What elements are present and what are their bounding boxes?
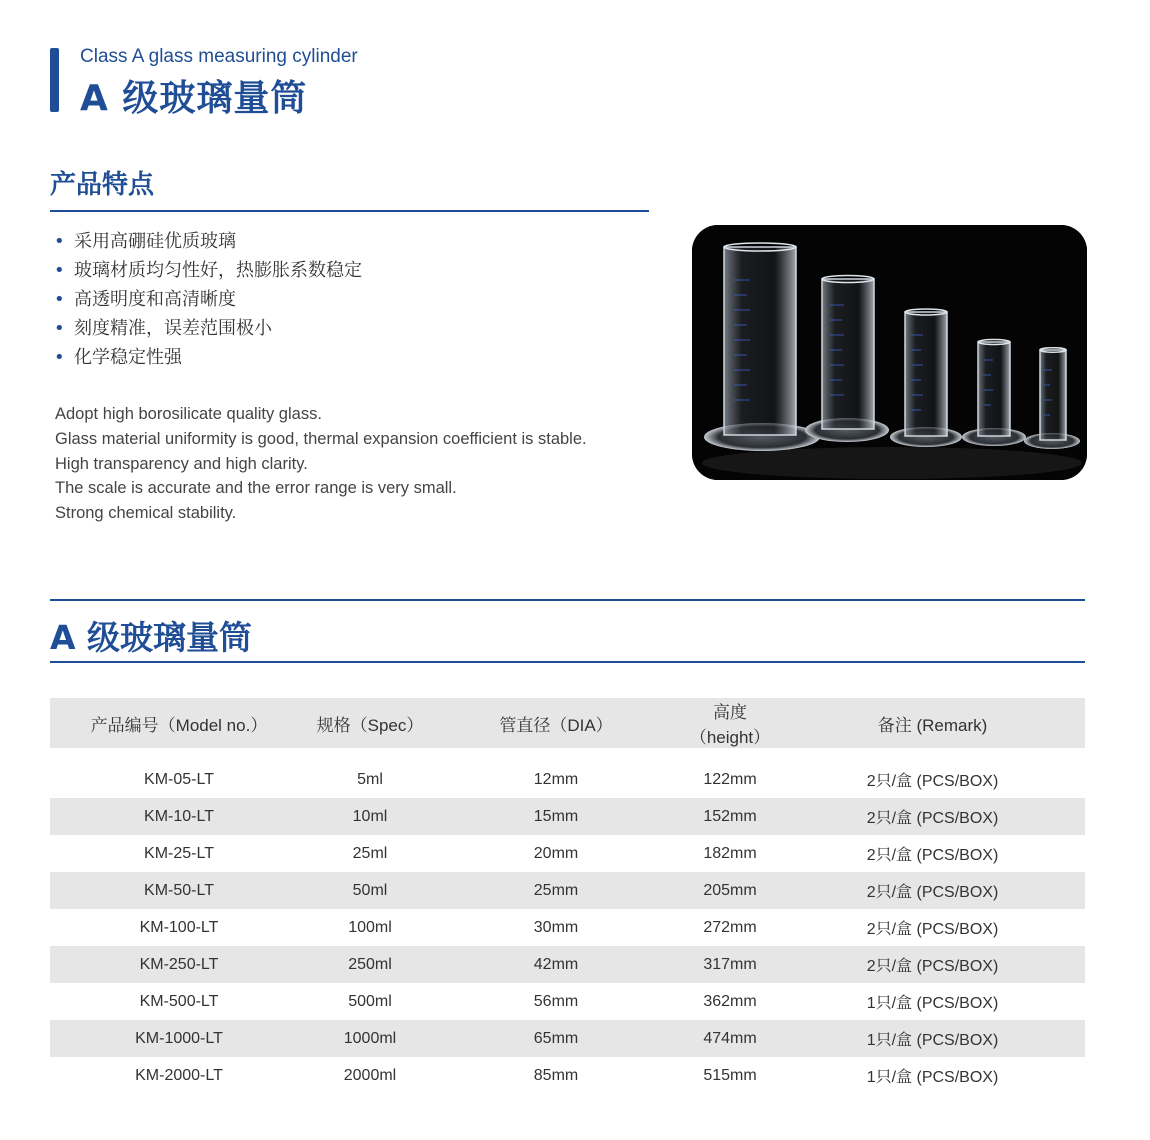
cell-height: 122mm <box>680 761 780 798</box>
cell-remark: 2只/盒 (PCS/BOX) <box>780 761 1085 798</box>
column-header: 产品编号（Model no.） <box>50 698 308 748</box>
cell-model: KM-1000-LT <box>50 1020 308 1057</box>
feature-list-cn <box>54 227 362 372</box>
cell-dia: 25mm <box>432 872 680 909</box>
cell-model: KM-25-LT <box>50 835 308 872</box>
cell-model: KM-2000-LT <box>50 1057 308 1094</box>
cell-spec: 500ml <box>308 983 432 1020</box>
table-row <box>50 983 1085 1020</box>
bullet-dot-icon: • <box>54 231 65 252</box>
cell-dia: 85mm <box>432 1057 680 1094</box>
features-divider <box>50 210 649 212</box>
feature-item: • 玻璃材质均匀性好，热膨胀系数稳定 <box>54 256 362 285</box>
cell-height: 152mm <box>680 798 780 835</box>
bullet-dot-icon: • <box>54 289 65 310</box>
table-row <box>50 1057 1085 1094</box>
feature-item: • 刻度精准，误差范围极小 <box>54 314 362 343</box>
column-header: 高度（height） <box>680 698 780 748</box>
table-row <box>50 909 1085 946</box>
table-row <box>50 761 1085 798</box>
cell-height: 205mm <box>680 872 780 909</box>
feature-en-line: Adopt high borosilicate quality glass. <box>55 405 322 423</box>
cell-spec: 100ml <box>308 909 432 946</box>
page-title-cn: A 级玻璃量筒 <box>80 78 308 119</box>
cell-remark: 2只/盒 (PCS/BOX) <box>780 909 1085 946</box>
cell-spec: 5ml <box>308 761 432 798</box>
cell-model: KM-50-LT <box>50 872 308 909</box>
cell-spec: 1000ml <box>308 1020 432 1057</box>
table-section-bottom-divider <box>50 661 1085 663</box>
table-header-row <box>50 698 1085 748</box>
cell-remark: 1只/盒 (PCS/BOX) <box>780 1020 1085 1057</box>
cell-spec: 50ml <box>308 872 432 909</box>
cell-remark: 1只/盒 (PCS/BOX) <box>780 983 1085 1020</box>
page-title-en: Class A glass measuring cylinder <box>80 46 358 67</box>
feature-item: • 采用高硼硅优质玻璃 <box>54 227 362 256</box>
cell-height: 515mm <box>680 1057 780 1094</box>
table-row <box>50 1020 1085 1057</box>
cell-dia: 56mm <box>432 983 680 1020</box>
column-header: 规格（Spec） <box>308 698 432 748</box>
table-section-heading: A 级玻璃量筒 <box>50 618 253 657</box>
feature-list-en <box>55 402 587 526</box>
spec-table <box>50 698 1085 1094</box>
feature-en-line: Strong chemical stability. <box>55 504 237 523</box>
cell-spec: 2000ml <box>308 1057 432 1094</box>
cell-remark: 2只/盒 (PCS/BOX) <box>780 872 1085 909</box>
table-row <box>50 872 1085 909</box>
feature-en-line: High transparency and high clarity. <box>55 454 308 473</box>
bullet-dot-icon: • <box>54 318 65 339</box>
cell-height: 474mm <box>680 1020 780 1057</box>
cell-model: KM-250-LT <box>50 946 308 983</box>
table-row <box>50 946 1085 983</box>
cell-model: KM-05-LT <box>50 761 308 798</box>
cell-model: KM-500-LT <box>50 983 308 1020</box>
table-section-top-divider <box>50 599 1085 601</box>
cell-dia: 65mm <box>432 1020 680 1057</box>
feature-item: • 高透明度和高清晰度 <box>54 285 362 314</box>
cell-spec: 25ml <box>308 835 432 872</box>
cell-remark: 2只/盒 (PCS/BOX) <box>780 946 1085 983</box>
cell-spec: 250ml <box>308 946 432 983</box>
column-header: 备注 (Remark) <box>780 698 1085 748</box>
cell-model: KM-100-LT <box>50 909 308 946</box>
column-header: 管直径（DIA） <box>432 698 680 748</box>
cell-dia: 20mm <box>432 835 680 872</box>
cell-remark: 1只/盒 (PCS/BOX) <box>780 1057 1085 1094</box>
cell-height: 182mm <box>680 835 780 872</box>
title-accent-bar <box>50 48 59 112</box>
cell-height: 362mm <box>680 983 780 1020</box>
cell-dia: 30mm <box>432 909 680 946</box>
cell-height: 272mm <box>680 909 780 946</box>
feature-en-line: The scale is accurate and the error range is very small. <box>55 479 457 498</box>
table-spacer <box>50 748 1085 761</box>
feature-en-line: Glass material uniformity is good, thermal expansion coefficient is stable. <box>55 429 587 448</box>
bullet-dot-icon: • <box>54 347 65 368</box>
cell-dia: 15mm <box>432 798 680 835</box>
cell-remark: 2只/盒 (PCS/BOX) <box>780 798 1085 835</box>
feature-item: • 化学稳定性强 <box>54 343 362 372</box>
table-row <box>50 798 1085 835</box>
cell-model: KM-10-LT <box>50 798 308 835</box>
cell-height: 317mm <box>680 946 780 983</box>
measuring-cylinders-illustration <box>692 225 1087 480</box>
cell-spec: 10ml <box>308 798 432 835</box>
bullet-dot-icon: • <box>54 260 65 281</box>
cell-dia: 12mm <box>432 761 680 798</box>
cell-remark: 2只/盒 (PCS/BOX) <box>780 835 1085 872</box>
cell-dia: 42mm <box>432 946 680 983</box>
table-row <box>50 835 1085 872</box>
product-photo <box>692 225 1087 480</box>
features-heading: 产品特点 <box>50 170 155 200</box>
